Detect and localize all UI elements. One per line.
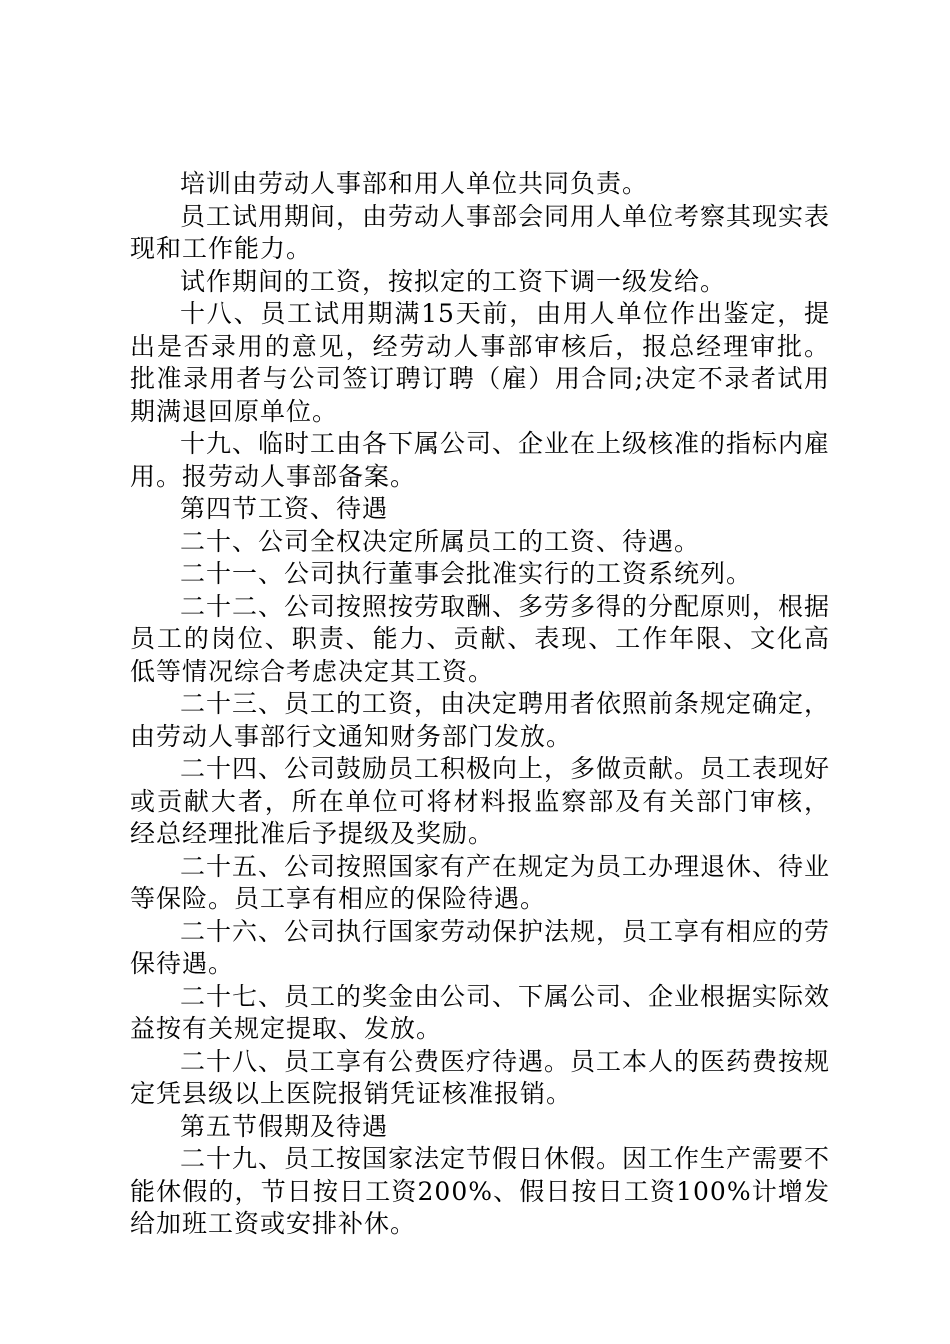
paragraph-article-19: 十九、临时工由各下属公司、企业在上级核准的指标内雇用。报劳动人事部备案。 xyxy=(130,429,831,491)
paragraph-article-22: 二十二、公司按照按劳取酬、多劳多得的分配原则，根据员工的岗位、职责、能力、贡献、表现、工作年限、文化高低等情况综合考虑决定其工资。 xyxy=(130,591,831,686)
paragraph-article-20: 二十、公司全权决定所属员工的工资、待遇。 xyxy=(180,526,701,556)
section-heading-5: 第五节假期及待遇 xyxy=(180,1111,389,1141)
paragraph-article-25: 二十五、公司按照国家有产在规定为员工办理退休、待业等保险。员工享有相应的保险待遇。 xyxy=(130,851,831,913)
document-body xyxy=(130,168,830,1241)
paragraph-article-18: 十八、员工试用期满15天前，由用人单位作出鉴定，提出是否录用的意见，经劳动人事部审核后，报总经理审批。批准录用者与公司签订聘订聘（雇）用合同;决定不录者试用期满退回原单位。 xyxy=(130,299,830,426)
paragraph-article-27: 二十七、员工的奖金由公司、下属公司、企业根据实际效益按有关规定提取、发放。 xyxy=(130,981,831,1043)
paragraph-training: 培训由劳动人事部和用人单位共同负责。 xyxy=(180,169,649,198)
paragraph-article-24: 二十四、公司鼓励员工积极向上，多做贡献。员工表现好或贡献大者，所在单位可将材料报监察部及有关部门审核，经总经理批准后予提级及奖励。 xyxy=(130,754,831,848)
paragraph-article-23: 二十三、员工的工资，由决定聘用者依照前条规定确定，由劳动人事部行文通知财务部门发放。 xyxy=(130,689,831,751)
paragraph-probation-review: 员工试用期间，由劳动人事部会同用人单位考察其现实表现和工作能力。 xyxy=(130,201,831,263)
paragraph-article-29: 二十九、员工按国家法定节假日休假。因工作生产需要不能休假的，节日按日工资200%、假日按日工资100%计增发给加班工资或安排补休。 xyxy=(130,1144,831,1238)
paragraph-article-21: 二十一、公司执行董事会批准实行的工资系统列。 xyxy=(180,559,753,588)
section-heading-4: 第四节工资、待遇 xyxy=(180,494,389,523)
paragraph-article-26: 二十六、公司执行国家劳动保护法规，员工享有相应的劳保待遇。 xyxy=(130,916,831,978)
paragraph-article-28: 二十八、员工享有公费医疗待遇。员工本人的医药费按规定凭县级以上医院报销凭证核准报销。 xyxy=(130,1046,831,1108)
paragraph-probation-wage: 试作期间的工资，按拟定的工资下调一级发给。 xyxy=(180,266,727,296)
